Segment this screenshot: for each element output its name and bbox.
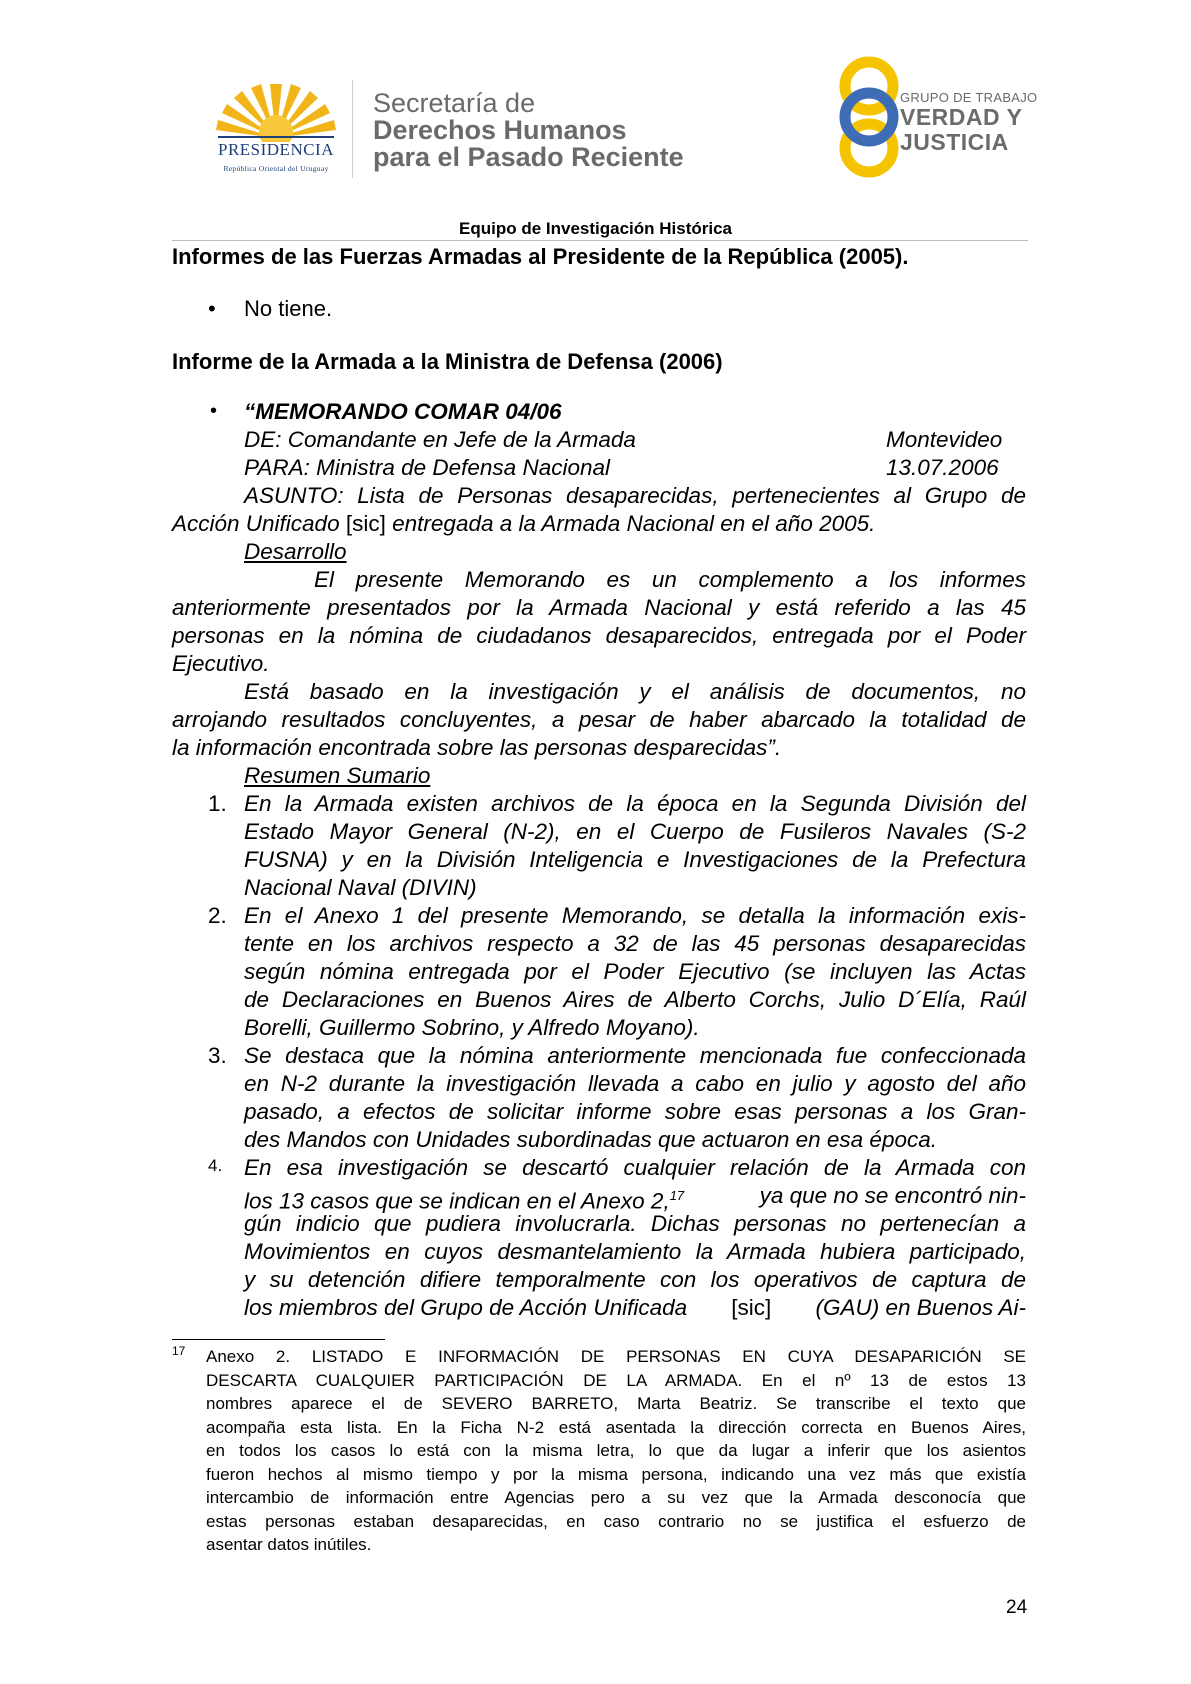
header-divider	[352, 80, 353, 178]
gtvj-big-label-1: VERDAD Y	[900, 104, 1023, 130]
footnote-line-8: estas personas estaban desaparecidas, en caso contrario no se justifica el esfuerzo de	[206, 1511, 1026, 1531]
p2-line-2: arrojando resultados concluyentes, a pesar de haber abarcado la totalidad de	[172, 707, 1026, 732]
presidencia-logo	[196, 80, 356, 180]
item-2-line-4: de Declaraciones en Buenos Aires de Alberto Corchs, Julio D´Elía, Raúl	[244, 987, 1026, 1012]
item-4-line-2-b: ya que no se encontró nin-	[759, 1183, 1026, 1208]
item-3-line-3: pasado, a efectos de solicitar informe sobre esas personas a los Gran-	[244, 1099, 1026, 1124]
item-3-line-2: en N-2 durante la investigación llevada a cabo en julio y agosto del año	[244, 1071, 1026, 1096]
footnote-line-3: nombres aparece el de SEVERO BARRETO, Marta Beatriz. Se transcribe el texto que	[206, 1394, 1026, 1413]
footnote-ref-17[interactable]: 17	[669, 1188, 685, 1203]
section-2-heading: Informe de la Armada a la Ministra de Defensa (2006)	[172, 349, 723, 374]
memo-place: Montevideo	[886, 427, 1003, 452]
item-1-line-2: Estado Mayor General (N-2), en el Cuerpo de Fusileros Navales (S-2	[244, 819, 1026, 844]
p1-line-3: personas en la nómina de ciudadanos desaparecidos, entregada por el Poder	[172, 623, 1026, 648]
p1-line-2: anteriormente presentados por la Armada Nacional y está referido a las 45	[172, 595, 1026, 620]
verdad-justicia-text	[900, 90, 1037, 155]
item-2-line-2: tente en los archivos respecto a 32 de las 45 personas desaparecidas	[244, 931, 1026, 956]
bullet-item-no-tiene: No tiene.	[244, 296, 333, 321]
item-3-line-1: Se destaca que la nómina anteriormente mencionada fue confeccionada	[244, 1043, 1026, 1068]
footnote-number: 17	[172, 1344, 186, 1358]
bullet-dot: •	[208, 296, 216, 321]
item-2-line-5: Borelli, Guillermo Sobrino, y Alfredo Moyano).	[244, 1015, 700, 1040]
desarrollo-heading: Desarrollo	[244, 539, 347, 564]
memo-date: 13.07.2006	[886, 455, 999, 480]
item-2-line-1: En el Anexo 1 del presente Memorando, se detalla la información exis-	[244, 903, 1026, 928]
item-1-number: 1.	[208, 791, 227, 816]
page-number: 24	[1006, 1597, 1028, 1618]
item-4-line-5: y su detención difiere temporalmente con los operativos de captura de	[244, 1267, 1026, 1292]
secretaria-line-3: para el Pasado Reciente	[373, 142, 684, 172]
asunto-text-b: entregada a la Armada Nacional en el año 2005.	[392, 511, 876, 536]
asunto-text-a: Acción Unificado	[172, 511, 340, 536]
item-3-line-4: des Mandos con Unidades subordinadas que actuaron en esa época.	[244, 1127, 937, 1152]
footnote-line-7: intercambio de información entre Agencias pero a su vez que la Armada desconocía que	[206, 1488, 1026, 1507]
sun-emblem-icon	[196, 80, 356, 142]
section-1-heading: Informes de las Fuerzas Armadas al Presidente de la República (2005).	[172, 244, 909, 269]
p2-line-3: la información encontrada sobre las personas desparecidas”.	[172, 735, 782, 760]
memo-bullet-dot: •	[210, 400, 218, 422]
memo-asunto-line-1: ASUNTO: Lista de Personas desaparecidas, pertenecientes al Grupo de	[244, 483, 1026, 508]
memo-title: “MEMORANDO COMAR 04/06	[244, 399, 562, 424]
item-4-line-6-b: (GAU) en Buenos Ai-	[815, 1295, 1026, 1320]
item-4-line-6-a: los miembros del Grupo de Acción Unificada	[244, 1295, 688, 1320]
gtvj-big-label-2: JUSTICIA	[900, 129, 1009, 155]
sic-marker-2: [sic]	[731, 1295, 772, 1320]
item-1-line-3: FUSNA) y en la División Inteligencia e Investigaciones de la Prefectura	[244, 847, 1026, 872]
item-1-line-4: Nacional Naval (DIVIN)	[244, 875, 477, 900]
secretaria-line-2: Derechos Humanos	[373, 115, 627, 145]
item-4-line-3: gún indicio que pudiera involucrarla. Dichas personas no pertenecían a	[244, 1211, 1026, 1236]
item-4-line-2-text: los 13 casos que se indican en el Anexo 2,	[244, 1188, 670, 1214]
memo-para: PARA: Ministra de Defensa Nacional	[244, 455, 610, 480]
header-rule	[172, 240, 1028, 241]
secretaria-line-1: Secretaría de	[373, 88, 536, 118]
presidencia-name: PRESIDENCIA	[217, 140, 334, 159]
sic-marker: [sic]	[345, 511, 386, 536]
footnote-line-2: DESCARTA CUALQUIER PARTICIPACIÓN DE LA ARMADA. En el nº 13 de estos 13	[206, 1370, 1026, 1390]
memo-de: DE: Comandante en Jefe de la Armada	[244, 427, 636, 452]
p2-line-1: Está basado en la investigación y el análisis de documentos, no	[244, 679, 1026, 704]
footnote-rule	[172, 1339, 385, 1340]
footnote-line-6: fueron hechos al mismo tiempo y por la misma persona, indicando una vez más que existía	[206, 1464, 1026, 1484]
footnote-line-5: en todos los casos lo está con la misma letra, lo que da lugar a inferir que los asientos	[206, 1441, 1026, 1460]
team-title: Equipo de Investigación Histórica	[459, 219, 732, 238]
gtvj-small-label: GRUPO DE TRABAJO	[900, 90, 1038, 105]
resumen-heading: Resumen Sumario	[244, 763, 431, 788]
item-2-number: 2.	[208, 903, 227, 928]
item-4-line-6	[244, 1294, 1026, 1322]
footnote-line-9: asentar datos inútiles.	[206, 1535, 372, 1554]
footnote-line-4: acompaña esta lista. En la Ficha N-2 está asentada la dirección correcta en Buenos Aires,	[206, 1417, 1026, 1437]
item-1-line-1: En la Armada existen archivos de la época en la Segunda División del	[244, 791, 1026, 816]
item-2-line-3: según nómina entregada por el Poder Ejecutivo (se incluyen las Actas	[244, 959, 1026, 984]
p1-line-4: Ejecutivo.	[172, 651, 270, 676]
item-4-line-1: En esa investigación se descartó cualquier relación de la Armada con	[244, 1155, 1026, 1180]
p1-line-1: El presente Memorando es un complemento a los informes	[314, 567, 1026, 592]
item-4-line-4: Movimientos en cuyos desmantelamiento la Armada hubiera participado,	[244, 1239, 1026, 1264]
item-4-number: 4.	[208, 1156, 223, 1175]
item-3-number: 3.	[208, 1043, 227, 1068]
footnote-line-1: Anexo 2. LISTADO E INFORMACIÓN DE PERSONAS EN CUYA DESAPARICIÓN SE	[206, 1347, 1026, 1366]
memo-asunto-line-2	[172, 510, 875, 538]
secretaria-title	[373, 90, 684, 171]
presidencia-subtitle: República Oriental del Uruguay	[223, 164, 329, 173]
